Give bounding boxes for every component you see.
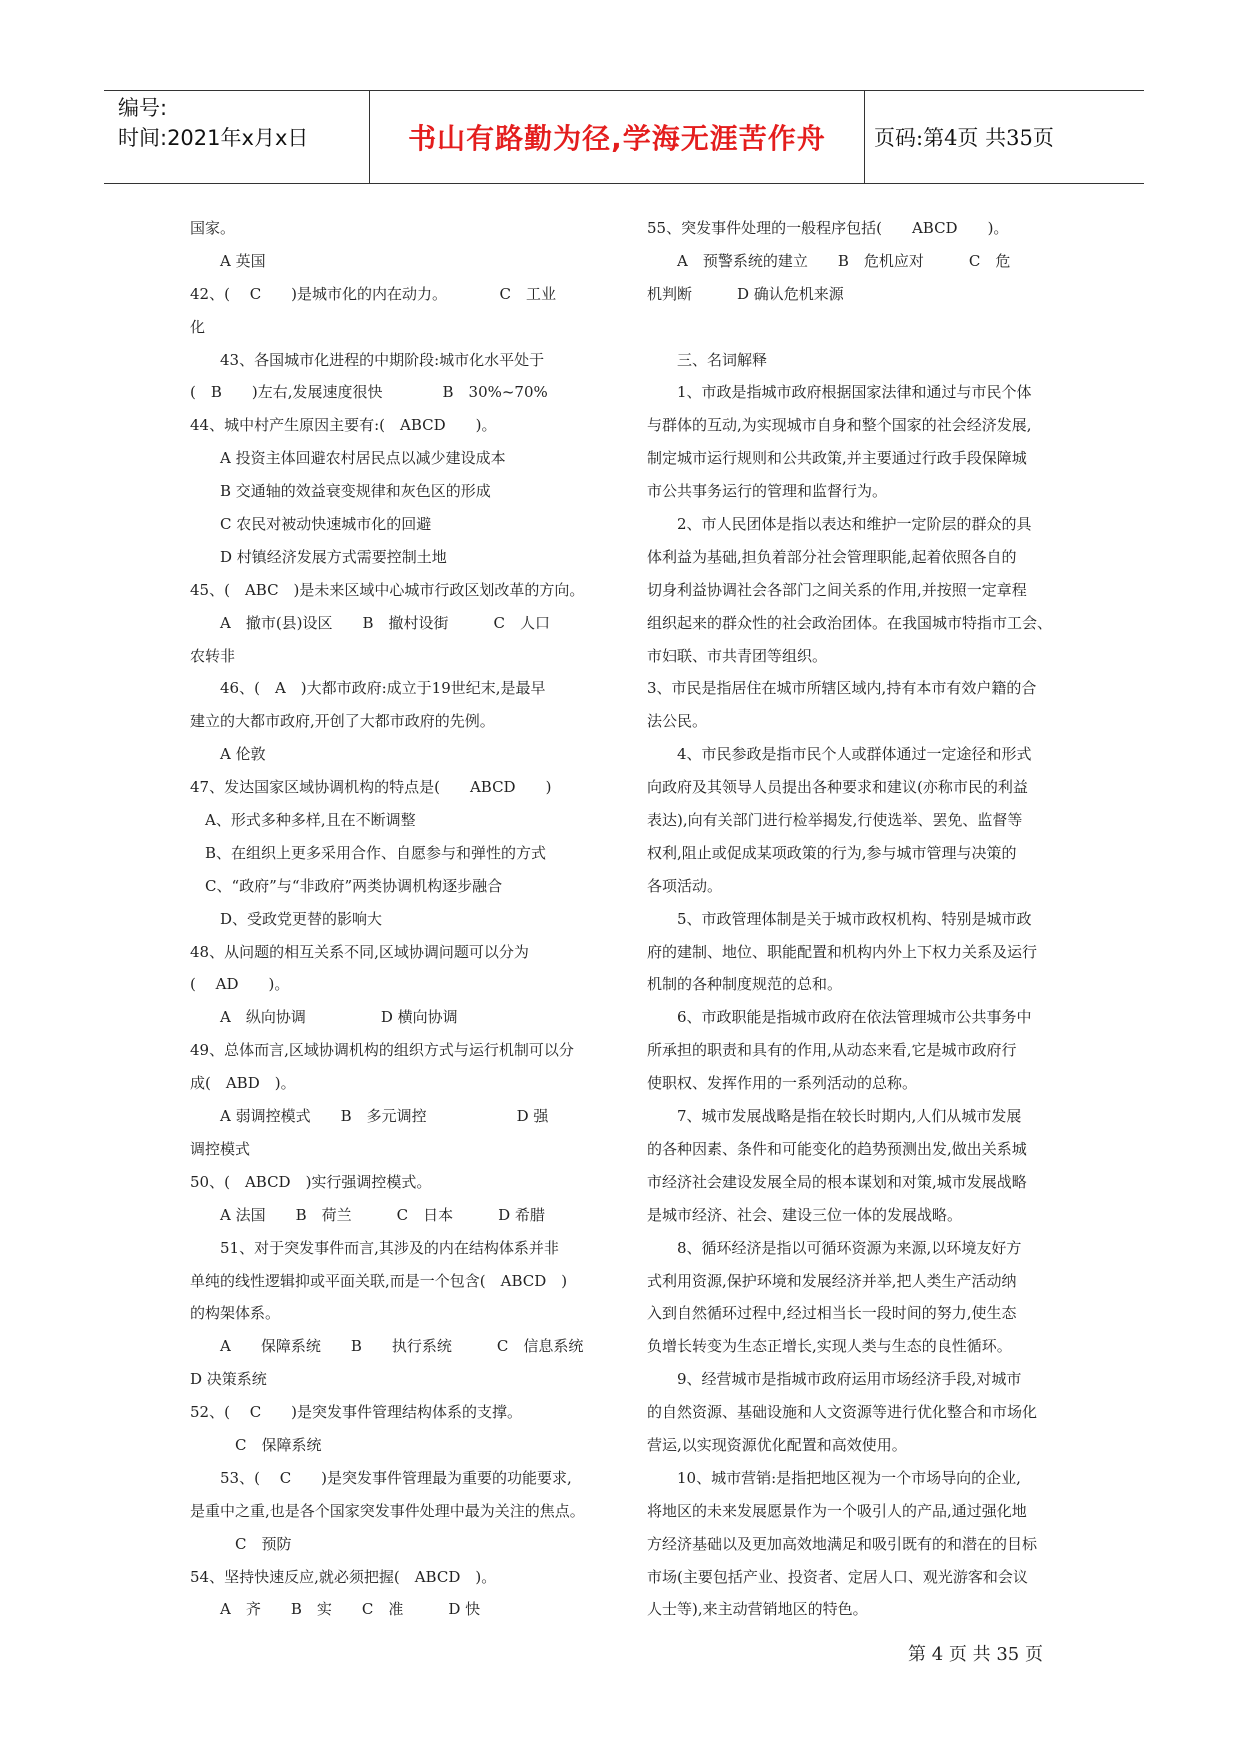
text-line: 负增长转变为生态正增长,实现人类与生态的良性循环。 xyxy=(647,1337,1012,1356)
text-line: 2、市人民团体是指以表达和维护一定阶层的群众的具 xyxy=(647,515,1032,534)
text-line: A 伦敦 xyxy=(190,745,266,764)
header-divider xyxy=(864,91,865,183)
text-line: 52、( C )是突发事件管理结构体系的支撑。 xyxy=(190,1403,523,1422)
text-line: 是重中之重,也是各个国家突发事件处理中最为关注的焦点。 xyxy=(190,1501,585,1520)
text-line: 建立的大都市政府,开创了大都市政府的先例。 xyxy=(190,712,495,731)
right-column xyxy=(647,212,1071,1626)
text-line: 入到自然循环过程中,经过相当长一段时间的努力,使生态 xyxy=(647,1304,1017,1323)
text-line: D、受政党更替的影响大 xyxy=(190,909,383,928)
text-line: 7、城市发展战略是指在较长时期内,人们从城市发展 xyxy=(647,1107,1022,1126)
text-line: 1、市政是指城市政府根据国家法律和通过与市民个体 xyxy=(647,383,1032,402)
text-line: 人士等),来主动营销地区的特色。 xyxy=(647,1600,868,1619)
text-line: 的自然资源、基础设施和人文资源等进行优化整合和市场化 xyxy=(647,1403,1038,1422)
text-line: 3、市民是指居住在城市所辖区域内,持有本市有效户籍的合 xyxy=(647,679,1037,698)
text-line: 调控模式 xyxy=(190,1139,251,1158)
text-line: 单纯的线性逻辑抑或平面关联,而是一个包含( ABCD ) xyxy=(190,1271,568,1290)
text-line: A 投资主体回避农村居民点以减少建设成本 xyxy=(190,449,506,468)
page-header xyxy=(104,90,1144,184)
text-line: 切身利益协调社会各部门之间关系的作用,并按照一定章程 xyxy=(647,580,1027,599)
text-line: 农转非 xyxy=(190,646,236,665)
header-page-number: 页码:第4页 共35页 xyxy=(874,126,1054,150)
text-line xyxy=(647,311,1071,344)
text-line: 制定城市运行规则和公共政策,并主要通过行政手段保障城 xyxy=(647,449,1027,468)
text-line: 8、循环经济是指以可循环资源为来源,以环境友好方 xyxy=(647,1238,1022,1257)
text-line: A 预警系统的建立 B 危机应对 C 危 xyxy=(647,251,1011,270)
text-line: 4、市民参政是指市民个人或群体通过一定途径和形式 xyxy=(647,745,1032,764)
text-line: 市妇联、市共青团等组织。 xyxy=(647,646,828,665)
text-line: A 法国 B 荷兰 C 日本 D 希腊 xyxy=(190,1205,545,1224)
text-line: C 保障系统 xyxy=(190,1435,322,1454)
text-line: D 村镇经济发展方式需要控制土地 xyxy=(190,547,447,566)
text-line: A 英国 xyxy=(190,251,266,270)
text-line: 权利,阻止或促成某项政策的行为,参与城市管理与决策的 xyxy=(647,843,1017,862)
text-line: 10、城市营销:是指把地区视为一个市场导向的企业, xyxy=(647,1468,1021,1487)
text-line: ( B )左右,发展速度很快 B 30%~70% xyxy=(190,383,548,402)
text-line: 5、市政管理体制是关于城市政权机构、特别是城市政 xyxy=(647,909,1032,928)
text-line: A 纵向协调 D 横向协调 xyxy=(190,1008,458,1027)
text-line: 三、名词解释 xyxy=(647,350,768,369)
text-line: 市公共事务运行的管理和监督行为。 xyxy=(647,482,888,501)
text-line: 组织起来的群众性的社会政治团体。在我国城市特指市工会、 xyxy=(647,613,1053,632)
text-line: 法公民。 xyxy=(647,712,708,731)
text-line: A、形式多种多样,且在不断调整 xyxy=(190,811,416,830)
text-line: 55、突发事件处理的一般程序包括( ABCD )。 xyxy=(647,219,1009,237)
text-line: 47、发达国家区域协调机构的特点是( ABCD ) xyxy=(190,778,552,797)
text-line: ( AD )。 xyxy=(190,975,290,994)
text-line: 使职权、发挥作用的一系列活动的总称。 xyxy=(647,1074,918,1093)
text-line: 表达),向有关部门进行检举揭发,行使选举、罢免、监督等 xyxy=(647,811,1023,830)
text-line: 各项活动。 xyxy=(647,876,723,895)
text-line: A 保障系统 B 执行系统 C 信息系统 xyxy=(190,1337,584,1356)
time-label: 时间:2021年x月x日 xyxy=(118,126,309,150)
left-column xyxy=(190,212,614,1626)
text-line: 式利用资源,保护环境和发展经济并举,把人类生产活动纳 xyxy=(647,1271,1017,1290)
text-line: B 交通轴的效益衰变规律和灰色区的形成 xyxy=(190,482,491,501)
text-line: 53、( C )是突发事件管理最为重要的功能要求, xyxy=(190,1468,572,1487)
text-line: C、“政府”与“非政府”两类协调机构逐步融合 xyxy=(190,876,503,895)
text-line: 9、经营城市是指城市政府运用市场经济手段,对城市 xyxy=(647,1370,1022,1389)
text-line: 市场(主要包括产业、投资者、定居人口、观光游客和会议 xyxy=(647,1567,1028,1586)
text-line: 方经济基础以及更加高效地满足和吸引既有的和潜在的目标 xyxy=(647,1534,1038,1553)
text-line: 44、城中村产生原因主要有:( ABCD )。 xyxy=(190,416,497,435)
text-line: 机制的各种制度规范的总和。 xyxy=(647,975,843,994)
text-line: 营运,以实现资源优化配置和高效使用。 xyxy=(647,1435,907,1454)
text-line: 是城市经济、社会、建设三位一体的发展战略。 xyxy=(647,1205,963,1224)
text-line: 51、对于突发事件而言,其涉及的内在结构体系并非 xyxy=(190,1238,559,1257)
text-line: 54、坚持快速反应,就必须把握( ABCD )。 xyxy=(190,1567,497,1586)
text-line: 将地区的未来发展愿景作为一个吸引人的产品,通过强化地 xyxy=(647,1501,1027,1520)
text-line: 所承担的职责和具有的作用,从动态来看,它是城市政府行 xyxy=(647,1041,1017,1060)
text-line: 49、总体而言,区域协调机构的组织方式与运行机制可以分 xyxy=(190,1041,574,1060)
text-line: A 撤市(县)设区 B 撤村设街 C 人口 xyxy=(190,613,551,632)
text-line: B、在组织上更多采用合作、自愿参与和弹性的方式 xyxy=(190,843,547,862)
text-line: A 弱调控模式 B 多元调控 D 强 xyxy=(190,1107,549,1126)
text-line: 50、( ABCD )实行强调控模式。 xyxy=(190,1172,432,1191)
text-line: 与群体的互动,为实现城市自身和整个国家的社会经济发展, xyxy=(647,416,1032,435)
text-line: 48、从问题的相互关系不同,区域协调问题可以分为 xyxy=(190,942,529,961)
text-line: 的各种因素、条件和可能变化的趋势预测出发,做出关系城 xyxy=(647,1139,1027,1158)
text-line: 的构架体系。 xyxy=(190,1304,281,1323)
text-line: 向政府及其领导人员提出各种要求和建议(亦称市民的利益 xyxy=(647,778,1028,797)
text-line: D 决策系统 xyxy=(190,1370,267,1389)
text-line: 化 xyxy=(190,317,206,336)
text-line: 成( ABD )。 xyxy=(190,1074,296,1093)
serial-label: 编号: xyxy=(118,96,168,120)
text-line: 45、( ABC )是未来区域中心城市行政区划改革的方向。 xyxy=(190,580,585,599)
text-line: A 齐 B 实 C 准 D 快 xyxy=(190,1600,481,1619)
footer-page-number: 第 4 页 共 35 页 xyxy=(908,1644,1043,1665)
text-line: 46、( A )大都市政府:成立于19世纪末,是最早 xyxy=(190,679,546,698)
text-line: 市经济社会建设发展全局的根本谋划和对策,城市发展战略 xyxy=(647,1172,1027,1191)
text-line: 府的建制、地位、职能配置和机构内外上下权力关系及运行 xyxy=(647,942,1038,961)
text-line: 43、各国城市化进程的中期阶段:城市化水平处于 xyxy=(190,350,545,369)
text-line: C 预防 xyxy=(190,1534,292,1553)
header-info xyxy=(118,93,368,153)
text-line: 体利益为基础,担负着部分社会管理职能,起着依照各自的 xyxy=(647,547,1017,566)
text-line: 6、市政职能是指城市政府在依法管理城市公共事务中 xyxy=(647,1008,1032,1027)
text-line: 机判断 D 确认危机来源 xyxy=(647,284,844,303)
text-line: 国家。 xyxy=(190,219,236,237)
header-motto: 书山有路勤为径,学海无涯苦作舟 xyxy=(408,122,826,155)
text-line: C 农民对被动快速城市化的回避 xyxy=(190,515,432,534)
text-line: 42、( C )是城市化的内在动力。 C 工业 xyxy=(190,284,557,303)
